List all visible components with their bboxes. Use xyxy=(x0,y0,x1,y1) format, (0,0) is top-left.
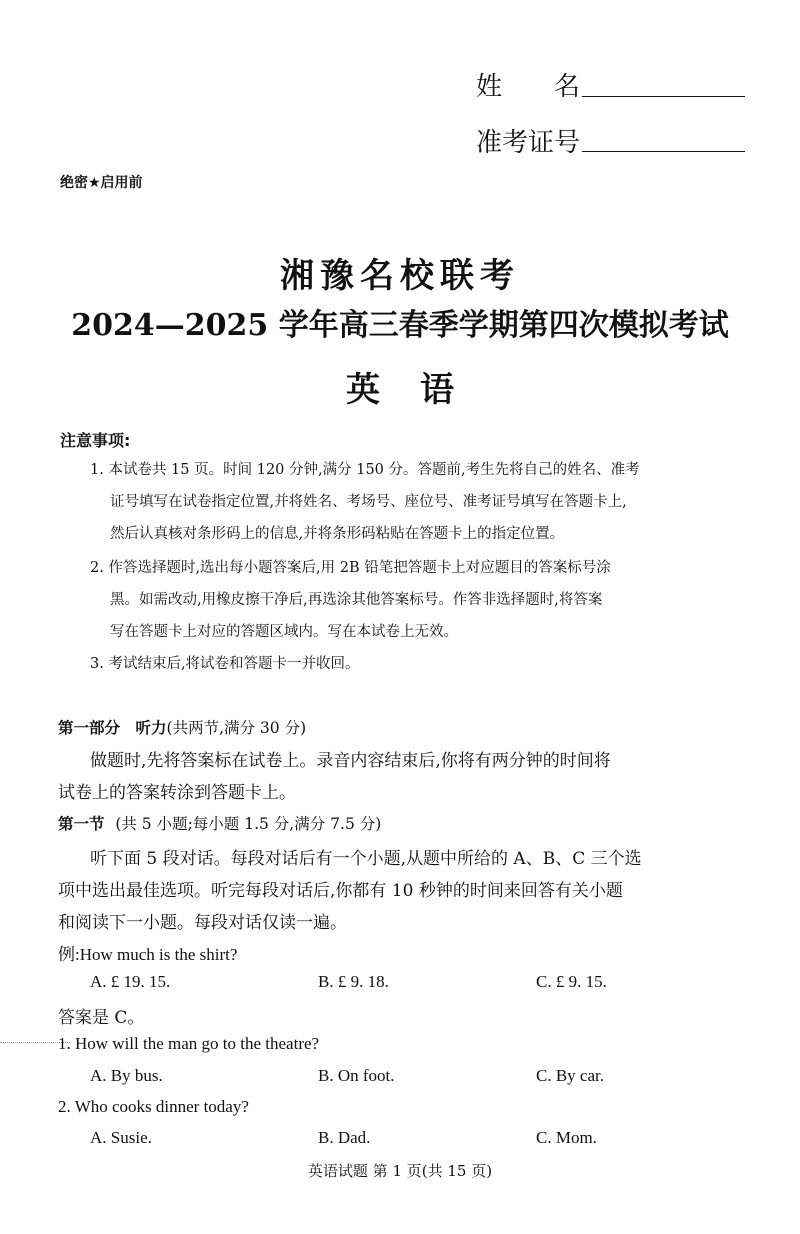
notice-line: 1. 本试卷共 15 页。时间 120 分钟,满分 150 分。答题前,考生先将自己的姓名、准考 xyxy=(90,462,640,478)
part1-heading xyxy=(58,716,306,738)
exam-title-main: 湘豫名校联考 xyxy=(280,256,520,296)
subject-title: 英语 xyxy=(346,370,494,410)
question-2-option-a: A. Susie. xyxy=(90,1128,152,1147)
question-1-option-c: C. By car. xyxy=(536,1066,604,1085)
section1-intro-line: 和阅读下一小题。每段对话仅读一遍。 xyxy=(58,913,347,933)
question-1-option-a: A. By bus. xyxy=(90,1066,163,1085)
secret-mark: 绝密★启用前 xyxy=(60,175,143,191)
exam-id-label: 准考证号 xyxy=(476,128,581,158)
question-1-option-b: B. On foot. xyxy=(318,1066,395,1085)
notice-line: 黑。如需改动,用橡皮擦干净后,再选涂其他答案标号。作答非选择题时,将答案 xyxy=(110,592,603,608)
example-option-a: A. £ 19. 15. xyxy=(90,972,171,991)
notice-line: 证号填写在试卷指定位置,并将姓名、考场号、座位号、准考证号填写在答题卡上, xyxy=(110,494,627,510)
notice-heading: 注意事项: xyxy=(60,431,131,450)
example-answer: 答案是 C。 xyxy=(58,1008,145,1028)
name-label: 姓 名 xyxy=(476,72,581,102)
question-1: 1. How will the man go to the theatre? xyxy=(58,1034,320,1053)
example-option-b: B. £ 9. 18. xyxy=(318,972,389,991)
section1-intro-line: 项中选出最佳选项。听完每段对话后,你都有 10 秒钟的时间来回答有关小题 xyxy=(58,881,623,901)
example-option-c: C. £ 9. 15. xyxy=(536,972,607,991)
part1-detail: (共两节,满分 30 分) xyxy=(166,719,307,737)
section1-detail: (共 5 小题;每小题 1.5 分,满分 7.5 分) xyxy=(115,815,382,833)
notice-line: 2. 作答选择题时,选出每小题答案后,用 2B 铅笔把答题卡上对应题目的答案标号涂 xyxy=(90,560,611,576)
part1-intro-line: 试卷上的答案转涂到答题卡上。 xyxy=(58,783,296,803)
question-2-option-b: B. Dad. xyxy=(318,1128,371,1147)
notice-line: 然后认真核对条形码上的信息,并将条形码粘贴在答题卡上的指定位置。 xyxy=(110,526,565,542)
question-2-option-c: C. Mom. xyxy=(536,1128,597,1147)
notice-line: 写在答题卡上对应的答题区域内。写在本试卷上无效。 xyxy=(110,624,458,640)
notice-line: 3. 考试结束后,将试卷和答题卡一并收回。 xyxy=(90,656,360,672)
part1-title: 第一部分 听力 xyxy=(58,719,167,737)
section1-title: 第一节 xyxy=(58,815,105,833)
section1-heading xyxy=(58,812,381,834)
part1-intro-line: 做题时,先将答案标在试卷上。录音内容结束后,你将有两分钟的时间将 xyxy=(90,751,611,771)
exam-id-blank xyxy=(582,151,745,152)
section1-intro-line: 听下面 5 段对话。每段对话后有一个小题,从题中所给的 A、B、C 三个选 xyxy=(90,849,642,869)
name-blank xyxy=(582,96,745,97)
question-2: 2. Who cooks dinner today? xyxy=(58,1097,249,1116)
page-footer: 英语试题 第 1 页(共 15 页) xyxy=(307,1162,493,1180)
exam-title-sub: 2024—2025 学年高三春季学期第四次模拟考试 xyxy=(71,308,729,343)
example-question: 例:How much is the shirt? xyxy=(58,945,238,964)
